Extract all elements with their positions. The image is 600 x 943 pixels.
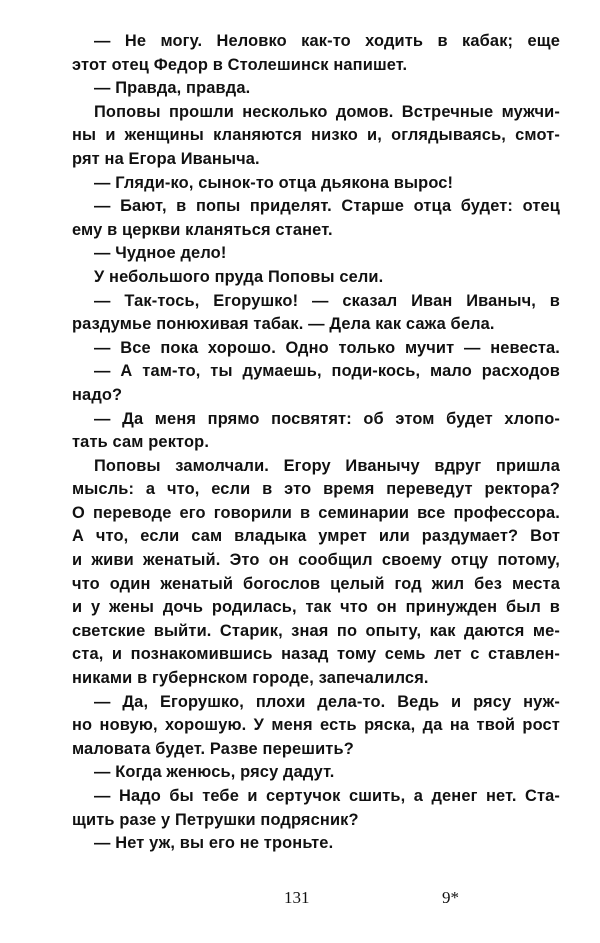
text-line: Поповы прошли несколько домов. Встречные мужчи- <box>94 102 560 121</box>
text-line: О переводе его говорили в семинарии все профессора. <box>72 503 560 522</box>
text-line: маловата будет. Разве перешить? <box>72 739 354 758</box>
text-line: — Все пока хорошо. Одно только мучит — невеста. <box>94 338 560 357</box>
text-line: — Так-тось, Егорушко! — сказал Иван Иваныч, в <box>94 291 560 310</box>
text-line: — Чудное дело! <box>94 244 227 263</box>
text-line: но новую, хорошую. У меня есть ряска, да на твой рост <box>72 716 560 735</box>
text-line: — Правда, правда. <box>94 79 251 98</box>
text-line: — Надо бы тебе и сертучок сшить, а денег нет. Ста- <box>94 787 560 805</box>
text-line: — Не могу. Неловко как-то ходить в кабак; еще <box>94 32 560 50</box>
page-number: 131 <box>284 888 310 907</box>
text-line: — Когда женюсь, рясу дадут. <box>94 763 335 782</box>
text-line: мысль: а что, если в это время переведут ректора? <box>72 480 560 499</box>
text-line: А что, если сам владыка умрет или раздумает? Вот <box>72 527 560 546</box>
text-line: раздумье понюхивая табак. — Дела как сажа бела. <box>72 315 495 334</box>
text-line: никами в губернском городе, запечалился. <box>72 669 429 688</box>
text-line: тать сам ректор. <box>72 433 210 452</box>
text-line: — Бают, в попы приделят. Старше отца будет: отец <box>94 197 560 216</box>
text-line: и у жены дочь родилась, так что он принужден был в <box>72 598 560 617</box>
text-line: — Нет уж, вы его не троньте. <box>94 834 334 853</box>
text-line: и живи женатый. Это он сообщил своему отцу потому, <box>72 551 560 570</box>
text-line: Поповы замолчали. Егору Иванычу вдруг пришла <box>94 456 560 475</box>
text-line: — А там-то, ты думаешь, поди-кось, мало расходов <box>94 362 560 381</box>
text-line: что один женатый богослов целый год жил без места <box>72 574 560 593</box>
text-line: этот отец Федор в Столешинск напишет. <box>72 55 408 74</box>
signature-mark: 9* <box>442 888 459 907</box>
text-line: У небольшого пруда Поповы сели. <box>94 267 384 286</box>
text-line: ему в церкви кланяться станет. <box>72 220 333 239</box>
text-line: надо? <box>72 385 123 404</box>
text-line: щить разе у Петрушки подрясник? <box>72 810 359 829</box>
text-line: — Да, Егорушко, плохи дела-то. Ведь и рясу нуж- <box>94 692 560 711</box>
text-line: — Гляди-ко, сынок-то отца дьякона вырос! <box>94 173 454 192</box>
text-line: ны и женщины кланяются низко и, оглядываясь, смот- <box>72 126 560 145</box>
text-line: светские выйти. Старик, зная по опыту, как даются ме- <box>72 621 560 640</box>
body-text <box>72 30 560 856</box>
text-line: ста, и познакомившись назад тому семь лет с ставлен- <box>72 645 560 664</box>
text-line: рят на Егора Иваныча. <box>72 149 260 168</box>
text-line: — Да меня прямо посвятят: об этом будет хлопо- <box>94 409 560 428</box>
